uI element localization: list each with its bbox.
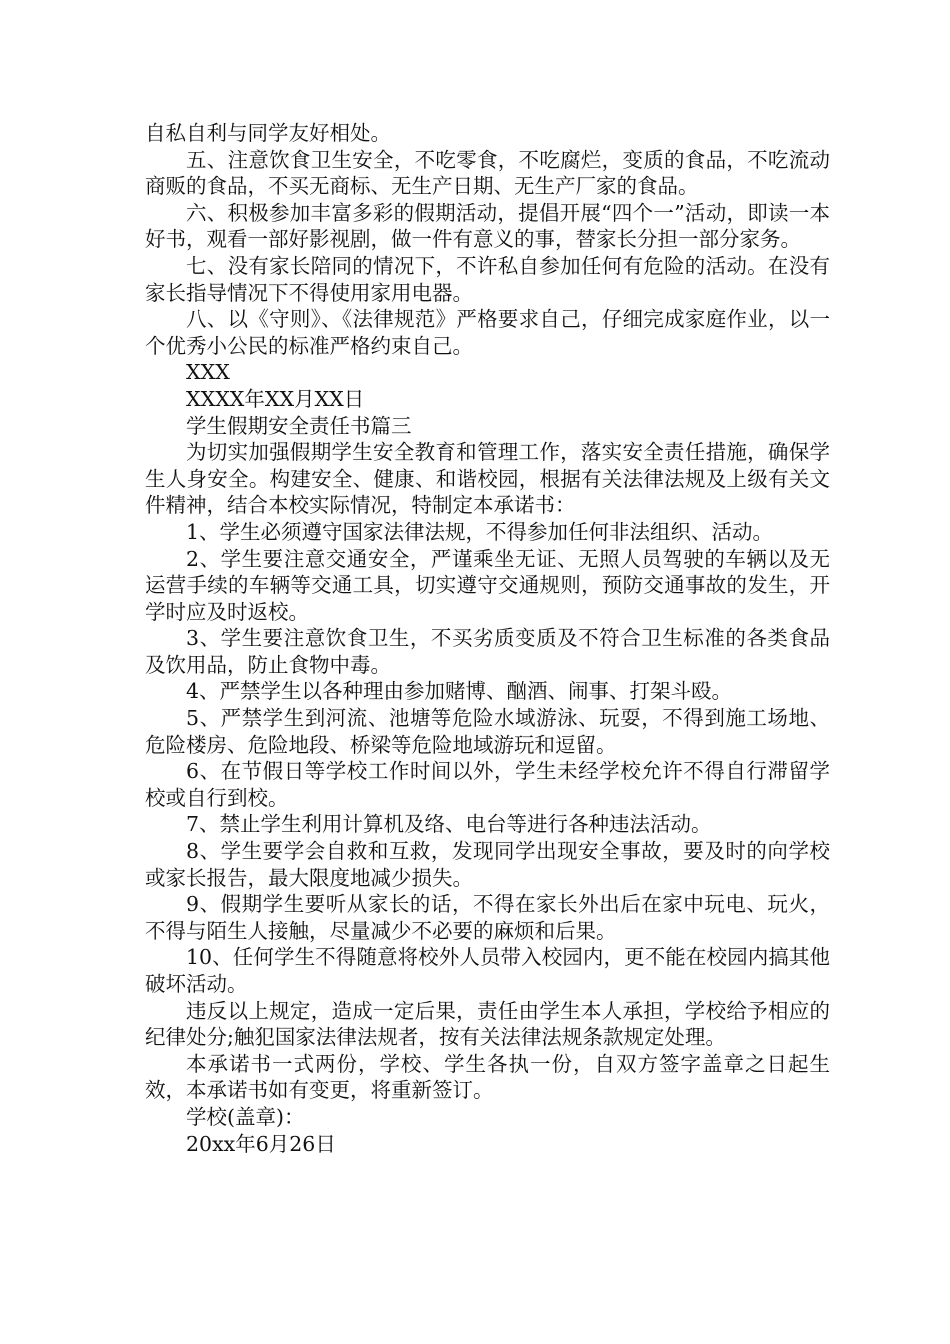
- paragraph: 3、学生要注意饮食卫生，不买劣质变质及不符合卫生标准的各类食品及饮用品，防止食物中毒。: [145, 626, 830, 677]
- paragraph: 1、学生必须遵守国家法律法规，不得参加任何非法组织、活动。: [186, 519, 774, 544]
- paragraph: 6、在节假日等学校工作时间以外，学生未经学校允许不得自行滞留学校或自行到校。: [145, 759, 830, 810]
- paragraph: 八、以《守则》、《法律规范》严格要求自己，仔细完成家庭作业，以一个优秀小公民的标准严格约束自己。: [145, 307, 830, 358]
- paragraph: 8、学生要学会自救和互救，发现同学出现安全事故，要及时的向学校或家长报告，最大限度地减少损失。: [145, 839, 830, 890]
- paragraph: 4、严禁学生以各种理由参加赌博、酗酒、闹事、打架斗殴。: [186, 679, 733, 704]
- paragraph: 自私自利与同学友好相处。: [145, 121, 391, 145]
- signature-date: XXXX年XX月XX日: [186, 386, 365, 411]
- section-title: 学生假期安全责任书篇三: [186, 413, 412, 438]
- paragraph: 10、任何学生不得随意将校外人员带入校园内，更不能在校园内搞其他破坏活动。: [145, 945, 830, 996]
- document-page: [145, 120, 830, 1157]
- paragraph: 五、注意饮食卫生安全，不吃零食，不吃腐烂，变质的食品，不吃流动商贩的食品，不买无商标、无生产日期、无生产厂家的食品。: [145, 147, 830, 199]
- paragraph: 本承诺书一式两份，学校、学生各执一份，自双方签字盖章之日起生效，本承诺书如有变更，将重新签订。: [145, 1051, 830, 1103]
- paragraph: 违反以上规定，造成一定后果，责任由学生本人承担，学校给予相应的纪律处分;触犯国家法律法规者，按有关法律法规条款规定处理。: [145, 998, 830, 1050]
- paragraph: 六、积极参加丰富多彩的假期活动，提倡开展“四个一”活动，即读一本好书，观看一部好影视剧，做一件有意义的事，替家长分担一部分家务。: [145, 200, 830, 252]
- paragraph: 七、没有家长陪同的情况下，不许私自参加任何有危险的活动。在没有家长指导情况下不得使用家用电器。: [145, 253, 830, 305]
- paragraph: 为切实加强假期学生安全教育和管理工作，落实安全责任措施，确保学生人身安全。构建安全、健康、和谐校园，根据有关法律法规及上级有关文件精神，结合本校实际情况，特制定本承诺书：: [145, 440, 830, 518]
- paragraph: 7、禁止学生利用计算机及络、电台等进行各种违法活动。: [186, 812, 712, 837]
- school-seal-line: 学校(盖章)：: [186, 1104, 305, 1129]
- paragraph: 5、严禁学生到河流、池塘等危险水域游泳、玩耍，不得到施工场地、危险楼房、危险地段、桥梁等危险地域游玩和逗留。: [145, 706, 830, 757]
- closing-date: 20xx年6月26日: [186, 1131, 336, 1156]
- paragraph: 2、学生要注意交通安全，严谨乘坐无证、无照人员驾驶的车辆以及无运营手续的车辆等交通工具，切实遵守交通规则，预防交通事故的发生，开学时应及时返校。: [145, 546, 830, 624]
- signature-name: XXX: [186, 360, 230, 385]
- paragraph: 9、假期学生要听从家长的话，不得在家长外出后在家中玩电、玩火，不得与陌生人接触，尽量减少不必要的麻烦和后果。: [145, 892, 830, 943]
